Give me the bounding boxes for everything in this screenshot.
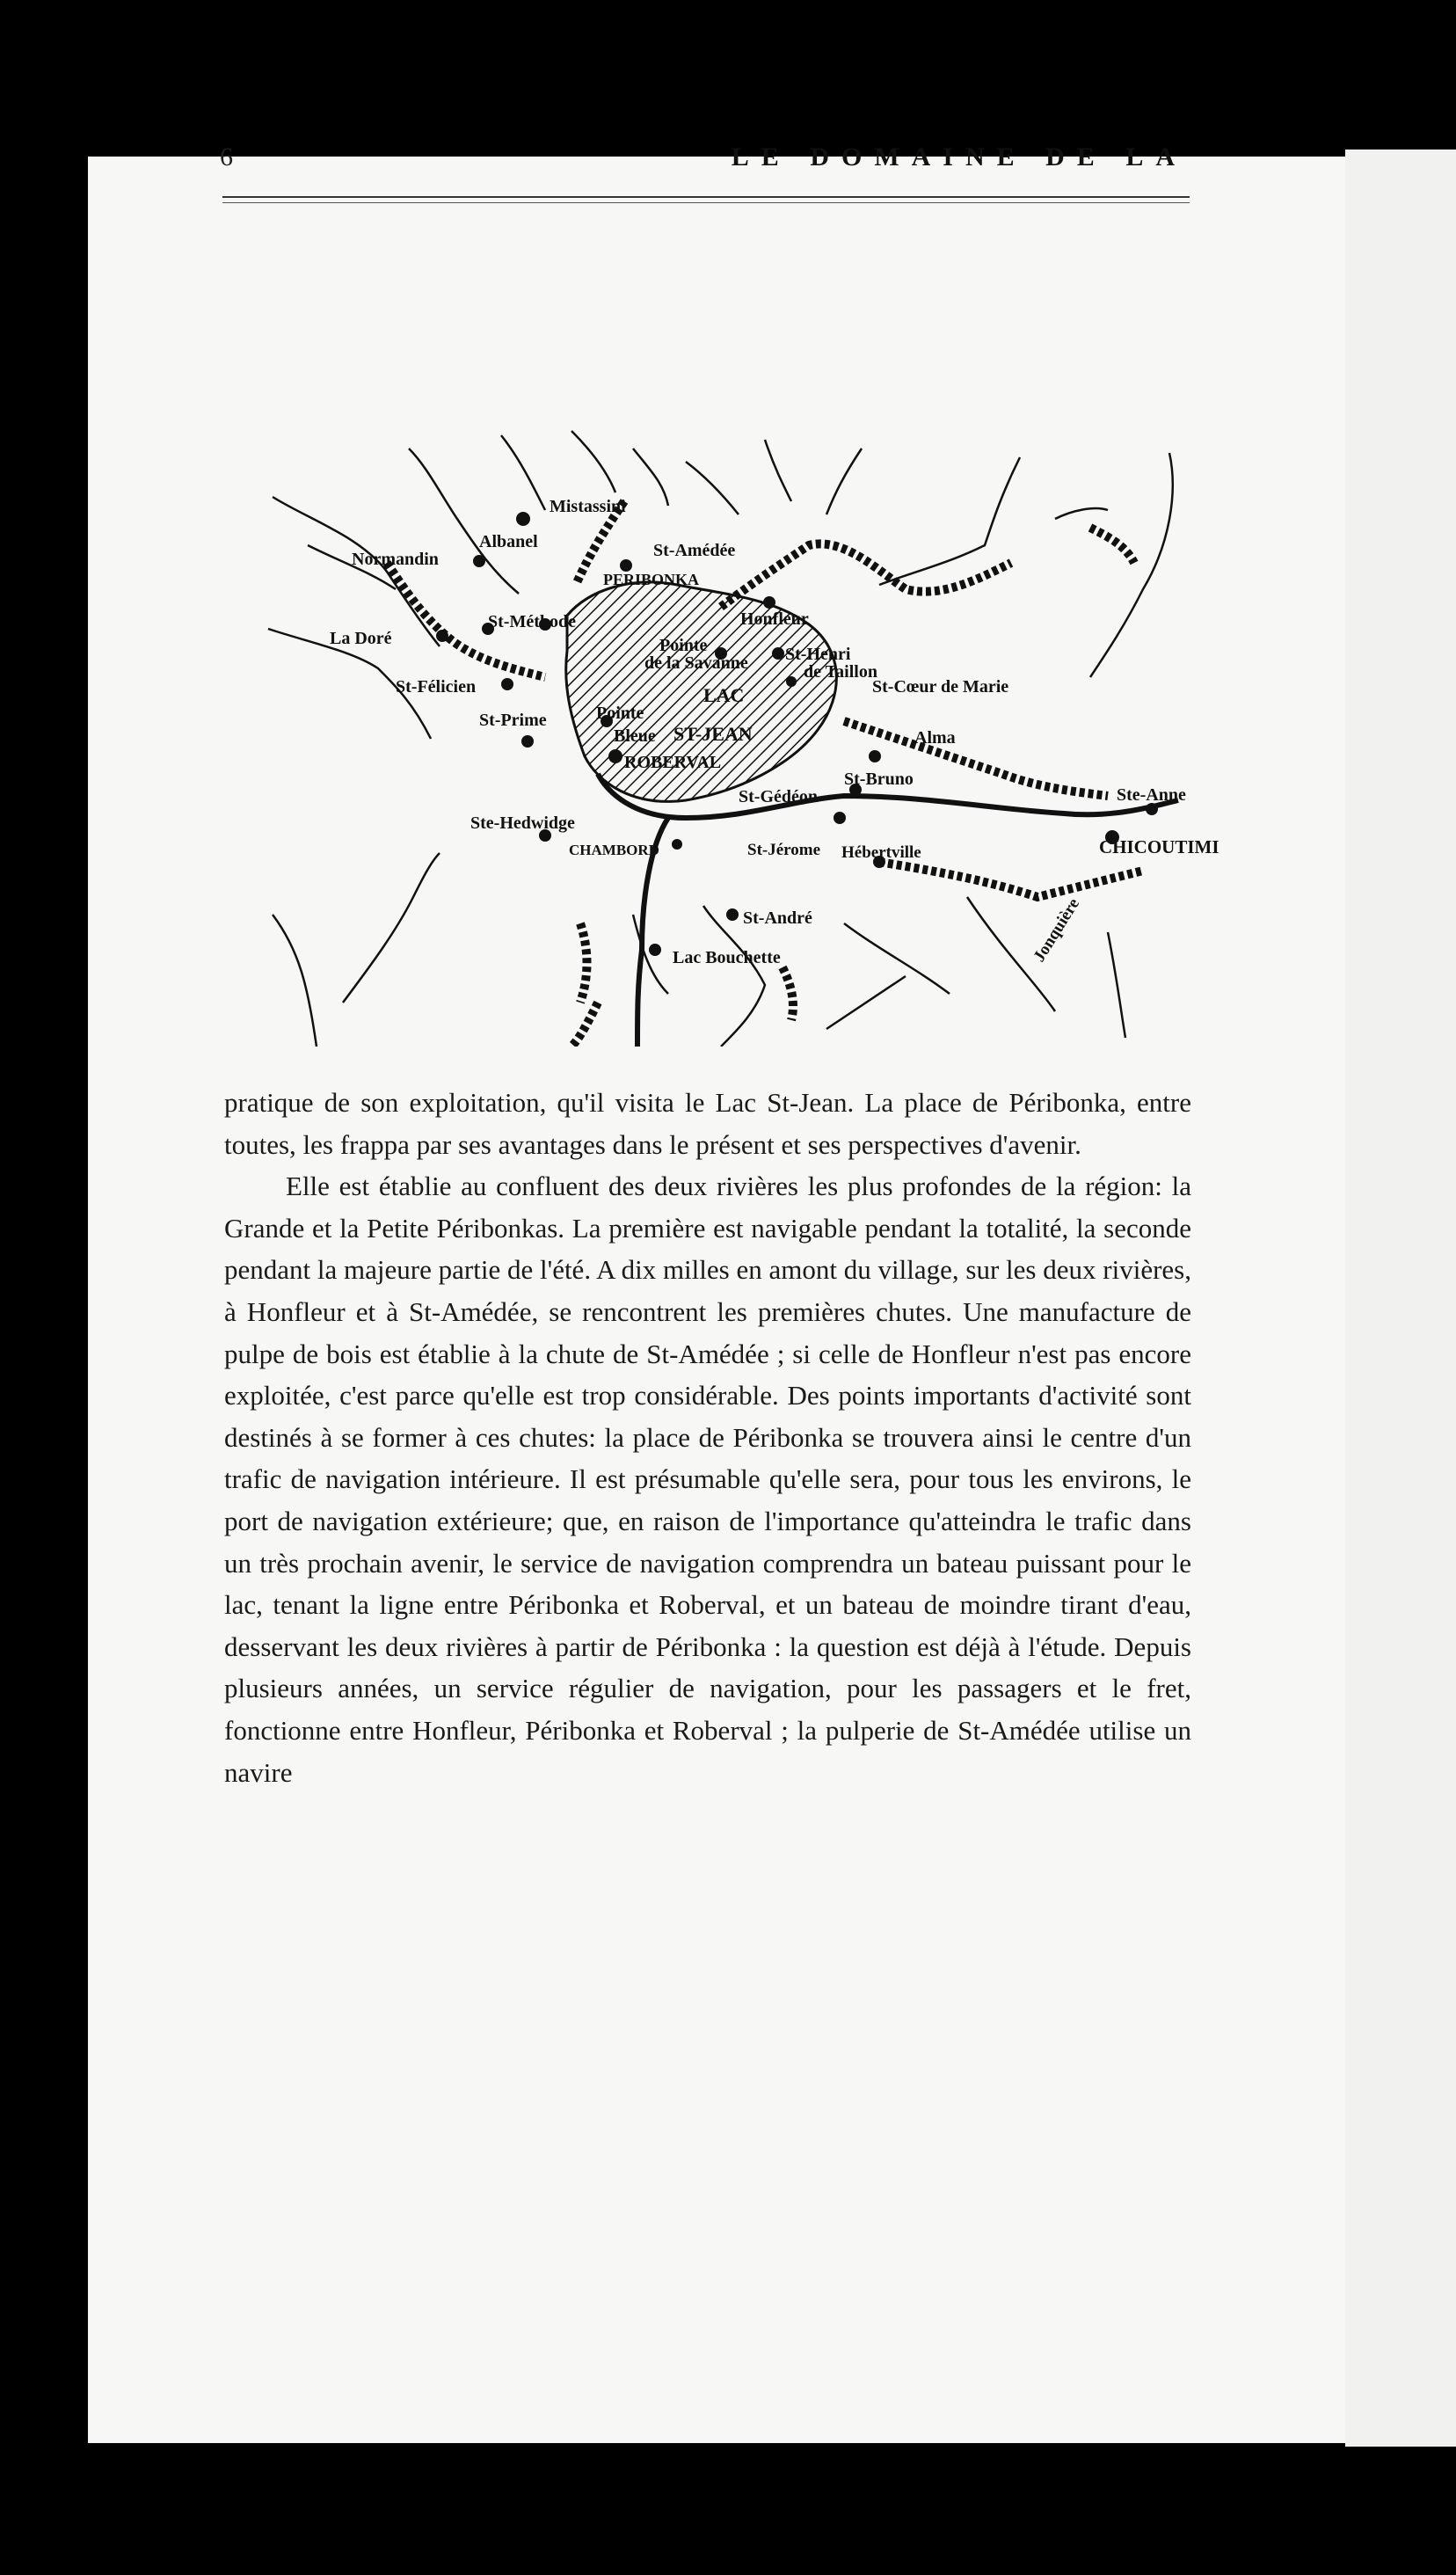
map-label-la-dore: La Doré: [330, 629, 392, 648]
map-label-albanel: Albanel: [479, 532, 538, 551]
region-map: [176, 281, 1257, 1047]
map-label-st-andre: St-André: [743, 908, 812, 928]
page-number: 6: [220, 142, 233, 171]
map-label-st-jerome: St-Jérome: [747, 841, 821, 859]
map-label-pointe-bleue-1: Pointe: [596, 704, 644, 723]
map-label-st-bruno: St-Bruno: [844, 770, 914, 789]
map-label-honfleur: Honfleur: [740, 609, 809, 629]
map-label-ste-hedwidge: Ste-Hedwidge: [470, 813, 575, 833]
map-label-pointe-savanne-1: Pointe: [659, 636, 708, 655]
adjacent-page-edge: [1345, 150, 1456, 2447]
map-label-alma: Alma: [914, 728, 956, 748]
map-label-st-gedeon: St-Gédéon: [739, 787, 818, 806]
body-text: [224, 1082, 1191, 1793]
paragraph: pratique de son exploitation, qu'il visita le Lac St-Jean. La place de Péribonka, entre toutes, les frappa par ses avantages dans le présent et ses perspectives d'avenir.: [224, 1087, 1191, 1160]
map-label-lac-bouchette: Lac Bouchette: [673, 948, 781, 967]
map-label-st-henri-2: de Taillon: [804, 662, 877, 682]
map-label-st-coeur: St-Cœur de Marie: [872, 677, 1009, 697]
map-label-pointe-bleue-2: Bleue: [614, 726, 656, 746]
map-label-lac: LAC: [703, 684, 745, 706]
map-label-st-prime: St-Prime: [479, 711, 547, 730]
map-label-chicoutimi: CHICOUTIMI: [1099, 836, 1219, 857]
header-rule-secondary: [222, 202, 1190, 203]
map-label-chambord: CHAMBORD: [569, 842, 659, 858]
header-rule: [222, 196, 1190, 198]
map-label-mistassini: Mistassini: [550, 497, 626, 516]
map-label-st-henri-1: St-Henri: [785, 645, 851, 664]
map-label-st-felicien: St-Félicien: [396, 677, 477, 697]
map-label-normandin: Normandin: [352, 550, 439, 569]
map-label-st-amedee: St-Amédée: [653, 541, 736, 560]
paragraph: Elle est établie au confluent des deux rivières les plus profondes de la région: la Grande et la Petite Péribonkas. La première est navigable pendant la totalité, la seconde pendant la majeure partie de l'été. A dix milles en amont du village, sur les deux rivières, à Honfleur et à St-Amédée, se rencontrent les premières chutes. Une manufacture de pulpe de bois est établie à la chute de St-Amédée ; si celle de Honfleur n'est pas encore exploitée, c'est parce qu'elle est trop considérable. Des points importants d'activité sont destinés à se former à ces chutes: la place de Péribonka se trouvera ainsi le centre d'un trafic de navigation intérieure. Il est présumable qu'elle sera, pour tous les environs, le port de navigation extérieure; que, en raison de l'importance qu'atteindra le trafic dans un très prochain avenir, le service de navigation comprendra un bateau puissant pour le lac, tenant la ligne entre Péribonka et Roberval, et un bateau de moindre tirant d'eau, desservant les deux rivières à partir de Péribonka : la question est déjà à l'étude. Depuis plusieurs années, un service régulier de navigation, pour les passagers et le fret, fonctionne entre Honfleur, Péribonka et Roberval ; la pulperie de St-Amédée utilise un navire: [224, 1171, 1191, 1788]
page-header: [220, 142, 1187, 195]
railway: [598, 774, 1178, 1047]
map-label-ste-anne: Ste-Anne: [1117, 785, 1186, 805]
map-label-jonquiere: Jonquière: [1030, 894, 1084, 966]
map-label-roberval: ROBERVAL: [624, 753, 722, 772]
running-title: LE DOMAINE DE LA: [731, 142, 1187, 171]
map-label-pointe-savanne-2: de la Savanne: [644, 653, 748, 673]
map-label-st-methode: St-Méthode: [488, 612, 576, 631]
map-label-st-jean: ST-JEAN: [673, 723, 753, 745]
map-label-peribonka: PERIBONKA: [603, 571, 700, 588]
map-label-hebertville: Hébertville: [841, 843, 921, 862]
